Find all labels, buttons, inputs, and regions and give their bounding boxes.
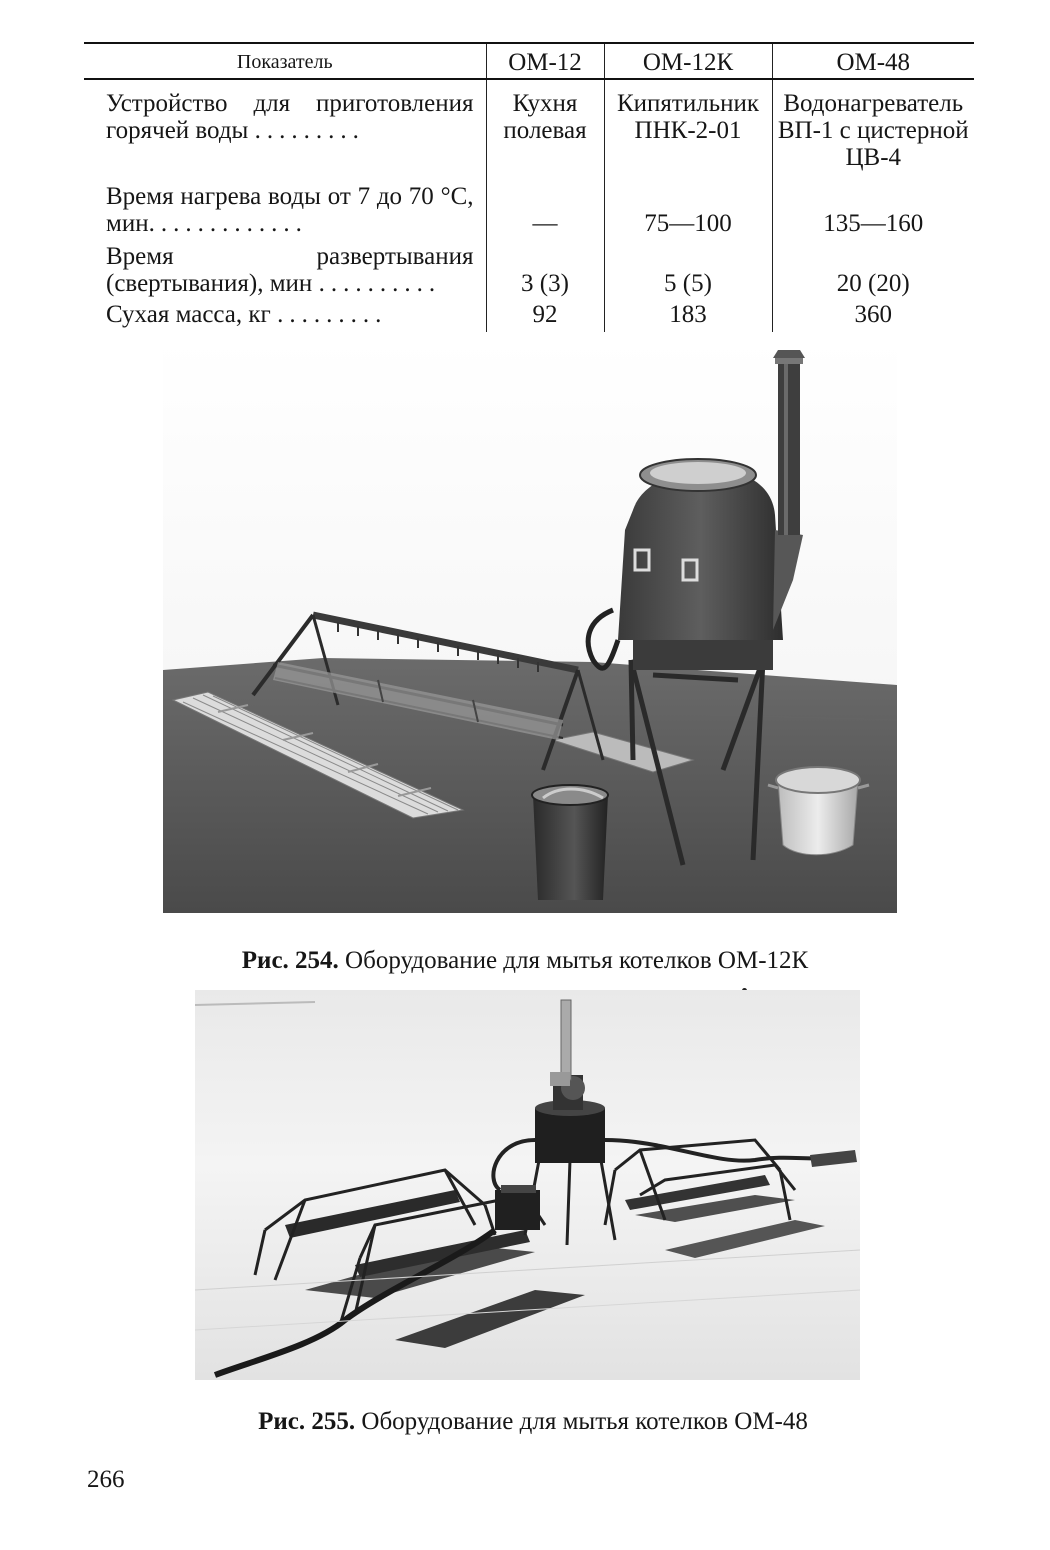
cell-om-12k: 183 [604,297,772,332]
header-om-12: ОМ-12 [486,43,604,79]
cell-om-48: Водонагреватель ВП-1 с цистерной ЦВ-4 [772,79,974,171]
cell-om-48: 20 (20) [772,237,974,297]
cell-om-12: — [486,171,604,237]
cell-om-12k: Кипятильник ПНК-2-01 [604,79,772,171]
table-row [84,171,974,237]
table-row [84,79,974,171]
cell-om-12: Кухня полевая [486,79,604,171]
figure-255-photo [195,990,860,1380]
header-parameter: Показатель [236,50,333,73]
cell-om-48: 360 [772,297,974,332]
row-parameter: Сухая масса, кг ......... [106,301,388,328]
row-parameter: Устройство для приготовления горячей воды ......... [106,90,474,144]
cell-om-12: 92 [486,297,604,332]
table-row [84,237,974,297]
table-header-row [84,43,974,79]
header-om-48: ОМ-48 [772,43,974,79]
figure-254-caption: Рис. 254. Оборудование для мытья котелков ОМ-12К [241,947,809,974]
cell-om-48: 135—160 [772,171,974,237]
specifications-table [84,42,974,332]
row-parameter: Время нагрева воды от 7 до 70 °С, мин............. [106,183,474,237]
table-row [84,297,974,332]
cell-om-12k: 75—100 [604,171,772,237]
page-number: 266 [87,1466,125,1493]
header-om-12k: ОМ-12К [604,43,772,79]
cell-om-12: 3 (3) [486,237,604,297]
figure-255-caption: Рис. 255. Оборудование для мытья котелков ОМ-48 [258,1408,808,1435]
cell-om-12k: 5 (5) [604,237,772,297]
figure-254-photo [163,340,897,913]
row-parameter: Время развертывания (свертывания), мин .......... [106,243,474,297]
